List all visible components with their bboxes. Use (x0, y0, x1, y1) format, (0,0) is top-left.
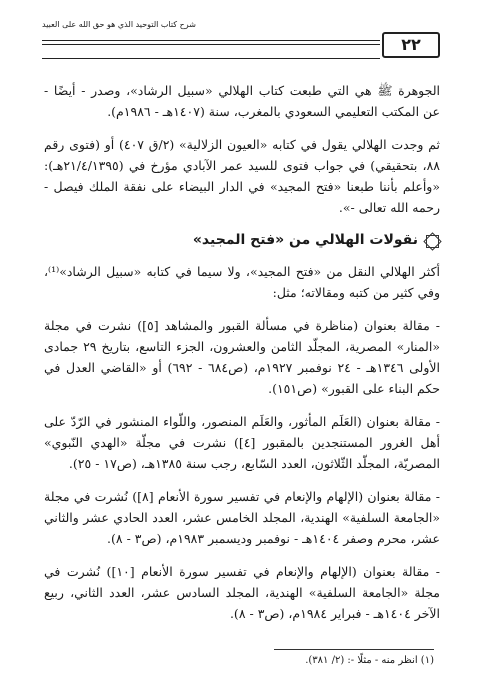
header-rule (42, 58, 380, 59)
list-item: - مقالة بعنوان (الإلهام والإنعام في تفسير سورة الأنعام [٨]) نُشرت في مجلة «الجامعة السلفية» الهندية، المجلد الخامس عشر، العدد الحادي عشر والثاني عشر، محرم وصفر ١٤٠٤هـ - نوفمبر وديسمبر ١٩٨٣م، (ص٣ - ٨). (44, 489, 440, 546)
header-rule (42, 44, 380, 45)
paragraph: ثم وجدت الهلالي يقول في كتابه «العيون الزلالية» (٢/ق ٤٠٧) أو (فتوى رقم ٨٨، بتحقيقي) في جواب فتوى للسيد عمر الآبادي مؤرخ في (٢١/٤/١٣٩٥هـ): «وأعلم بأننا طبعنا «فتح المجيد» في الدار البيضاء على نفقة الملك فيصل - رحمه الله تعالى -». (44, 137, 440, 215)
list-item: - مقالة بعنوان (الإلهام والإنعام في تفسير سورة الأنعام [١٠]) نُشرت في مجلة «الجامعة السلفية» الهندية، المجلد السادس عشر، العدد الثاني، ربيع الآخر ١٤٠٤هـ - فبراير ١٩٨٤م، (ص٣ - ٨). (44, 564, 441, 621)
list-item: - مقالة بعنوان (العَلَم المأثور، والعَلَم المنصور، واللّواء المنشور في الرّدّ على أهل الغرور المستنجدين بالمقبور [٤]) نشرت في مجلّة «الهدي النّبوي» المصريّة، المجلّد الثّلاثون، العدد السّابع، رجب سنة ١٣٨٥هـ، (ص١٧ - ٢٥). (44, 414, 440, 471)
section-heading-text: نقولات الهلالي من «فتح المجيد» (192, 232, 418, 248)
footnote: (١) انظر منه - مثلًا -: (٢/ ٣٨١). (305, 655, 434, 666)
page-number: ٢٢ (382, 32, 440, 58)
header-rule (42, 40, 380, 41)
body-text (44, 80, 440, 636)
page-header (42, 18, 440, 68)
section-heading (44, 230, 440, 251)
paragraph: الجوهرة ﷺ هي التي طبعت كتاب الهلالي «سبيل الرشاد»، وصدر - أيضًا - عن المكتب التعليمي السعودي بالمغرب، سنة (١٤٠٧هـ - ١٩٨٦م). (44, 83, 440, 119)
list-item: - مقالة بعنوان (مناظرة في مسألة القبور والمشاهد [٥]) نشرت في مجلة «المنار» المصرية، المجلّد الثامن والعشرون، الجزء التاسع، بتاريخ ٢٩ جمادى الأولى ١٣٤٦هـ - ٢٤ نوفمبر ١٩٢٧م، (ص٦٨٤ - ٦٩٢) أو «القاضي العدل في حكم البناء على القبور» (ص١٥١). (44, 318, 440, 396)
running-title: شرح كتاب التوحيد الذي هو حق الله على العبيد (42, 20, 196, 29)
footnote-rule (274, 649, 434, 650)
paragraph: أكثر الهلالي النقل من «فتح المجيد»، ولا سيما في كتابه «سبيل الرشاد»⁽¹⁾، وفي كثير من كتبه ومقالاته؛ مثل: (44, 264, 440, 300)
ornament-icon (424, 233, 440, 249)
